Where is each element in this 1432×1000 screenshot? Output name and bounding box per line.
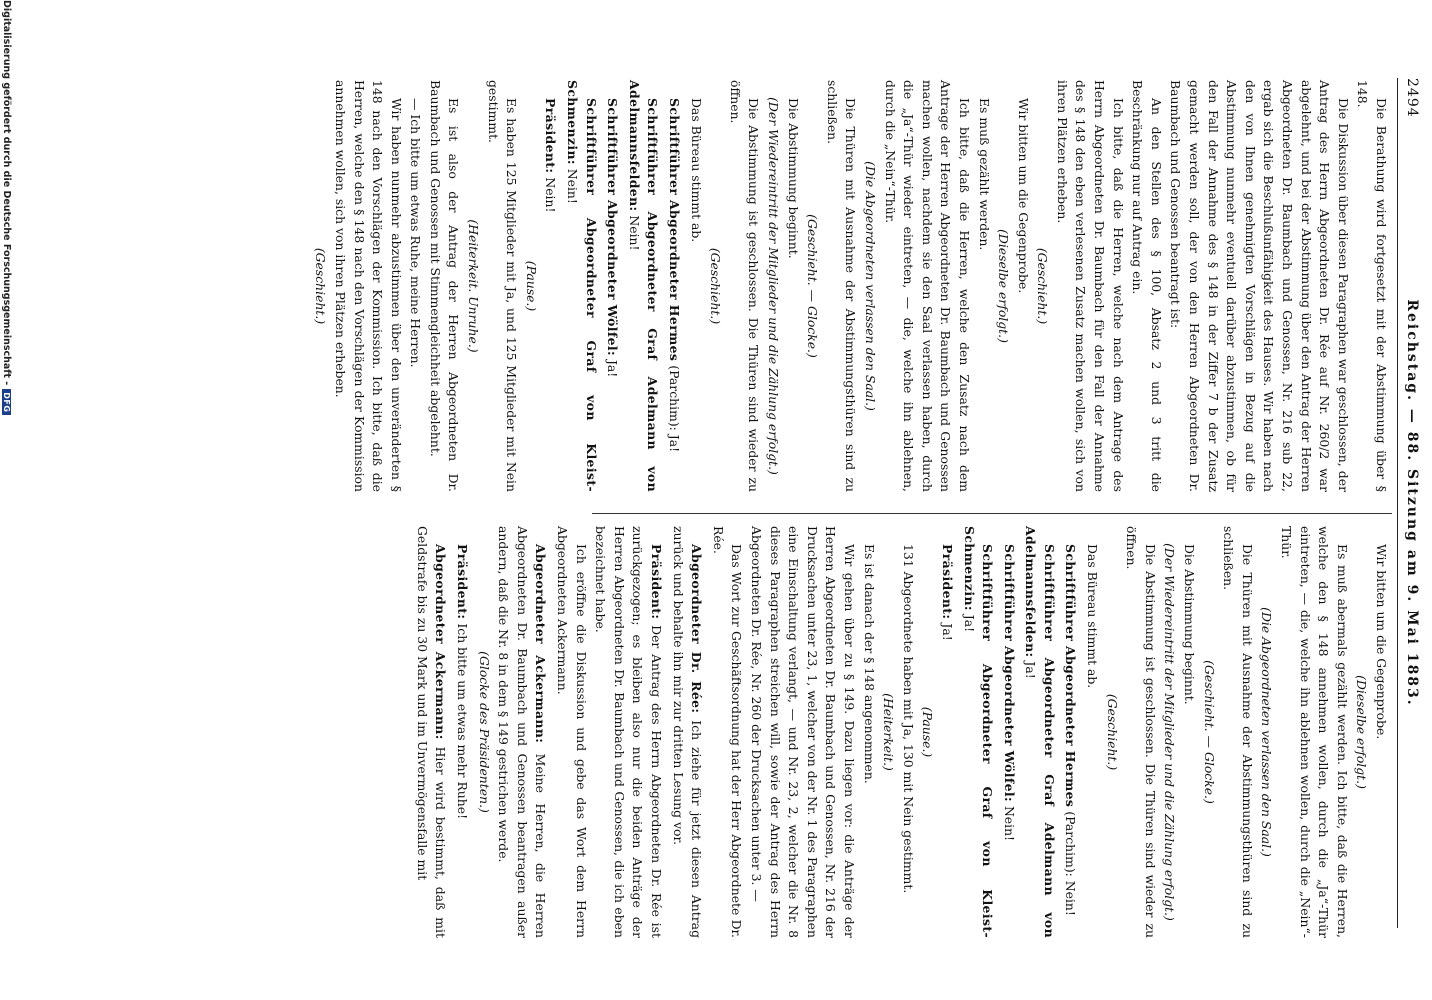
paragraph-text: An den Stellen des § 100, Absatz 2 und 3 tritt die Beschränkung nur auf Antrag ein. — [1130, 80, 1164, 492]
stage-direction — [1257, 526, 1276, 938]
stage-direction — [1102, 526, 1121, 938]
page-header — [1397, 78, 1424, 928]
speech-paragraph — [603, 80, 622, 492]
body-paragraph — [1179, 526, 1198, 938]
speaker-name: Abgeordneter Dr. Rée: — [689, 544, 705, 714]
body-paragraph — [1353, 80, 1390, 492]
paragraph-text: Es muß abermals gezählt werden. Ich bitte, daß die Herren, welche den § 148 annehmen wollen, durch die „Ja“-Thür eintreten, — die, welche ihn ablehnen wollen, durch die „Nein“-Thür. — [1279, 526, 1350, 938]
left-column — [310, 80, 1390, 492]
speech-text: Nein! — [565, 168, 581, 204]
paragraph-text: Die Abstimmung beginnt. — [785, 98, 801, 259]
stage-direction-text: (Glocke des Präsidenten.) — [476, 651, 492, 813]
stage-direction-text: (Geschieht.) — [1104, 693, 1120, 771]
stage-direction-text: (Geschieht.) — [1035, 247, 1051, 325]
stage-direction — [860, 80, 879, 492]
paragraph-text: Ich bitte, daß die Herren, welche den Zusatz nach dem Antrage der Herren Abgeordneten Dr. Baumbach und Genossen machen wollen, nachdem sie den Saal verlassen haben, durch die „Ja“-Thür wieder eintreten, — die, welche ihn ablehnen, durch die „Nein“-Thür. — [882, 80, 972, 492]
stage-direction — [994, 80, 1013, 492]
body-paragraph — [1276, 526, 1350, 938]
speaker-name: Schriftführer Abgeordneter Hermes — [1063, 544, 1079, 808]
stage-direction-text: (Geschieht.) — [708, 247, 724, 325]
speaker-name: Schriftführer Abgeordneter Hermes — [667, 98, 683, 362]
paragraph-text: Es muß gezählt werden. — [976, 98, 992, 251]
paragraph-text: Das Büreau stimmt ab. — [688, 98, 704, 243]
body-paragraph — [686, 80, 705, 492]
speaker-name: Präsident: — [649, 544, 665, 620]
speech-text: Ja! — [961, 614, 977, 633]
speech-text: Ich bitte um etwas mehr Ruhe! — [455, 623, 471, 820]
speech-text: Ich ziehe für jetzt diesen Antrag zurück und behalte ihn mir zur dritten Lesung vor. — [670, 526, 705, 939]
stage-direction-text: (Die Abgeordneten verlassen den Saal.) — [1259, 607, 1275, 857]
body-paragraph — [330, 80, 404, 492]
stage-direction-text: (Heiterkeit. Unruhe.) — [466, 219, 482, 353]
speech-paragraph — [624, 80, 661, 492]
body-paragraph — [1128, 80, 1165, 492]
body-paragraph — [783, 80, 802, 492]
stage-direction — [474, 526, 493, 938]
body-paragraph — [1166, 80, 1352, 492]
digitization-note: Digitalisierung gefördert durch die Deutsche Forschungsgemeinschaft - — [1, 0, 13, 386]
paragraph-text: Wir bitten um die Gegenprobe. — [1374, 544, 1389, 740]
body-paragraph — [1122, 526, 1159, 938]
speech-text: Hier wird bestimmt, daß mit Geldstrafe bis zu 30 Mark und im Unvermögensfalle mit — [414, 526, 449, 938]
paragraph-text: Es haben 125 Mitglieder mit Ja, und 125 Mitglieder mit Nein gestimmt. — [485, 80, 520, 492]
stage-direction — [464, 80, 483, 492]
speaker-name: Präsident: — [543, 98, 559, 174]
speech-text: (Parchim): Ja! — [667, 365, 683, 453]
speech-text: Nein! — [1001, 805, 1017, 842]
speech-paragraph — [1021, 526, 1058, 938]
speaker-name: Schriftführer Abgeordneter Wölfel: — [605, 98, 621, 356]
page-title: Reichstag. — 88. Sitzung am 9. Mai 1883. — [1404, 299, 1420, 707]
speech-text: Nein! — [626, 215, 642, 251]
speech-paragraph — [591, 526, 665, 938]
speech-paragraph — [562, 80, 599, 492]
stage-direction-text: (Geschieht. — Glocke.) — [805, 214, 821, 358]
speech-paragraph — [541, 80, 560, 492]
stage-direction-text: (Geschieht. — Glocke.) — [1201, 660, 1217, 804]
stage-direction-text: (Pause.) — [920, 706, 936, 758]
column-divider — [592, 513, 1392, 514]
stage-direction-text: (Dieselbe erfolgt.) — [996, 229, 1012, 343]
speaker-name: Präsident: — [455, 544, 471, 620]
stage-direction — [803, 80, 822, 492]
dfg-logo: DFG — [3, 389, 12, 415]
paragraph-text: — Ich bitte um etwas Ruhe, meine Herren. — [408, 98, 424, 368]
stage-direction — [1033, 80, 1052, 492]
body-paragraph — [822, 80, 859, 492]
paragraph-text: Wir gehen über zu § 149. Dazu liegen vor: die Anträge der Herren Abgeordneten Dr. Baumbach und Genossen, Nr. 216 der Drucksachen unter 23, 1, welcher von der Nr. 1 des Paragraphen eine Einschaltung verlangt, — und Nr. 23, 2, welcher die Nr. 8 dieses Paragraphen streichen will, sowie der Antrag des Herrn Abgeordneten Dr. Rée, Nr. 260 der Drucksachen unter 3. — — [749, 526, 857, 938]
stage-direction-text: (Der Wiedereintritt der Mitglieder und die Zählung erfolgt.) — [1162, 543, 1178, 921]
right-column — [411, 526, 1390, 938]
paragraph-text: Es ist danach der § 148 angenommen. — [861, 544, 877, 784]
speech-paragraph — [664, 80, 683, 492]
paragraph-text: Die Diskussion über diesen Paragraphen war geschlossen, der Antrag des Herrn Abgeordneten Dr. Rée auf Nr. 260/2 war abgelehnt, und bei der Abstimmung über den Antrag der Herren Abgeordneten Dr. Baumbach und Genossen, Nr. 216 sub 22, ergab sich die Beschlußunfähigkeit des Hauses. Wir haben nach den von Ihnen genehmigten Vorschlägen in Bezug auf die Abstimmung nunmehr eventuell darüber abzustimmen, ob für den Fall der Annahme des § 148 in der Ziffer 7 b der Zusatz gemacht werden soll, der von den Herren Abgeordneten Dr. Baumbach und Genossen beantragt ist: — [1168, 80, 1351, 492]
stage-direction-text: (Pause.) — [523, 260, 539, 312]
body-paragraph — [1083, 526, 1102, 938]
speech-paragraph — [412, 526, 449, 938]
speaker-name: Schriftführer Abgeordneter Graf Adelmann von Adelmannsfelden: — [626, 80, 661, 492]
speech-paragraph — [959, 526, 996, 938]
speech-paragraph — [999, 526, 1018, 938]
body-paragraph — [1371, 526, 1390, 938]
paragraph-text: Es ist also der Antrag der Herren Abgeordneten Dr. Baumbach und Genossen mit Stimmengleichheit abgelehnt. — [427, 80, 462, 492]
speech-text: (Parchim): Nein! — [1063, 811, 1079, 916]
speaker-name: Abgeordneter Ackermann: — [533, 544, 549, 744]
paragraph-text: Die Abstimmung ist geschlossen. Die Thüren sind wieder zu öffnen. — [727, 80, 762, 492]
speech-text: Ja! — [939, 623, 955, 641]
paragraph-text: Die Berathung wird fortgesetzt mit der Abstimmung über § 148. — [1355, 80, 1389, 492]
stage-direction — [879, 526, 898, 938]
speech-paragraph — [668, 526, 705, 938]
body-paragraph — [708, 526, 745, 938]
speech-paragraph — [1061, 526, 1080, 938]
body-paragraph — [1052, 80, 1126, 492]
speech-text: Ja! — [605, 359, 621, 378]
stage-direction — [1199, 526, 1218, 938]
stage-direction — [918, 526, 937, 938]
stage-direction-text: (Der Wiedereintritt der Mitglieder und die Zählung erfolgt.) — [766, 97, 781, 475]
stage-direction-text: (Geschieht.) — [313, 247, 329, 325]
paragraph-text: Ich eröffne die Diskussion und gebe das Wort dem Herrn Abgeordneten Ackermann. — [555, 526, 589, 938]
body-paragraph — [425, 80, 462, 492]
body-paragraph — [880, 80, 973, 492]
body-paragraph — [974, 80, 993, 492]
speaker-name: Schriftführer Abgeordneter Graf von Kleist-Schmenzin: — [961, 526, 996, 938]
digitization-footer — [0, 0, 14, 1000]
paragraph-text: Die Thüren mit Ausnahme der Abstimmungsthüren sind zu schließen. — [1221, 526, 1255, 938]
speech-text: Nein! — [543, 177, 559, 213]
paragraph-text: Die Abstimmung ist geschlossen. Die Thüren sind wieder zu öffnen. — [1124, 526, 1158, 938]
body-paragraph — [746, 526, 858, 938]
paragraph-text: Das Wort zur Geschäftsordnung hat der Herr Abgeordnete Dr. Rée. — [710, 526, 745, 938]
speech-paragraph — [453, 526, 472, 938]
body-paragraph — [859, 526, 878, 938]
speaker-name: Präsident: — [939, 544, 955, 620]
stage-direction — [763, 80, 782, 492]
stage-direction-text: (Dieselbe erfolgt.) — [1354, 675, 1370, 789]
speaker-name: Abgeordneter Ackermann: — [433, 544, 449, 740]
body-paragraph — [1219, 526, 1256, 938]
paragraph-text: Wir haben nunmehr abzustimmen über den unveränderten § 148 nach den Vorschlägen der Kommission. Ich bitte, daß die Herren, welche den § 148 nach den Vorschlägen der Kommission annehmen wollen, sich von ihren Plätzen erheben. — [332, 80, 404, 492]
paragraph-text: Ich bitte, daß die Herren, welche nach dem Antrage des Herrn Abgeordneten Dr. Baumbach für den Fall der Annahme des § 148 den eben verlesenen Zusatz machen wollen, sich von ihren Plätzen erheben. — [1054, 80, 1126, 492]
paragraph-text: Wir bitten um die Gegenprobe. — [1015, 98, 1031, 294]
stage-direction — [521, 80, 540, 492]
stage-direction — [1160, 526, 1179, 938]
stage-direction — [706, 80, 725, 492]
stage-direction — [1352, 526, 1371, 938]
speech-paragraph — [937, 526, 956, 938]
stage-direction-text: (Heiterkeit.) — [881, 693, 897, 771]
speaker-name: Schriftführer Abgeordneter Wölfel: — [1001, 544, 1017, 802]
body-paragraph — [406, 80, 425, 492]
speaker-name: Schriftführer Abgeordneter Graf von Kleist-Schmenzin: — [565, 80, 599, 492]
paragraph-text: Die Abstimmung beginnt. — [1182, 544, 1198, 705]
stage-direction-text: (Die Abgeordneten verlassen den Saal.) — [862, 161, 878, 411]
body-paragraph — [1013, 80, 1032, 492]
body-paragraph — [552, 526, 589, 938]
paragraph-text: 131 Abgeordnete haben mit Ja, 130 mit Nein gestimmt. — [900, 544, 916, 894]
speaker-name: Schriftführer Abgeordneter Graf Adelmann von Adelmannsfelden: — [1023, 526, 1057, 938]
body-paragraph — [725, 80, 762, 492]
page-number: 2494 — [1404, 78, 1420, 118]
body-paragraph — [898, 526, 917, 938]
paragraph-text: Das Büreau stimmt ab. — [1085, 544, 1101, 689]
speech-text: Ja! — [1023, 661, 1039, 679]
speech-text: Meine Herren, die Herren Abgeordneten Dr. Baumbach und Genossen beantragen außer andern, daß die Nr. 8 in dem § 149 gestrichen werde. — [496, 526, 549, 938]
body-paragraph — [483, 80, 520, 492]
paragraph-text: Die Thüren mit Ausnahme der Abstimmungsthüren sind zu schließen. — [824, 80, 859, 492]
stage-direction — [311, 80, 330, 492]
speech-paragraph — [494, 526, 550, 938]
speech-text: Der Antrag des Herrn Abgeordneten Dr. Rée ist zurückgezogen; es bleiben also nur die beiden Anträge der Herren Abgeordneten Dr. Baumbach und Genossen, die ich eben bezeichnet habe. — [593, 526, 665, 938]
